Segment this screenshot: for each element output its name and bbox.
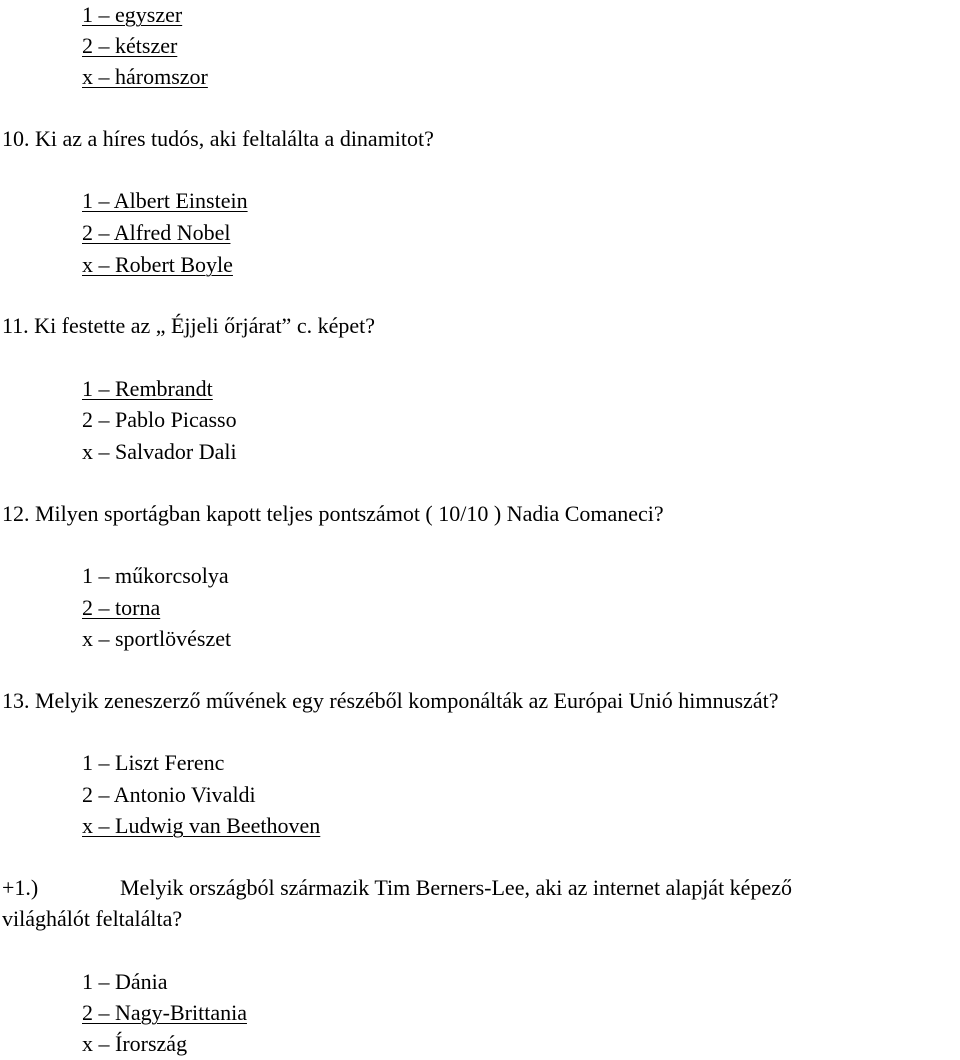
- q13-option-2: 2 – Antonio Vivaldi: [82, 782, 256, 807]
- bonus-question-text: Melyik országból származik Tim Berners-Lee, aki az internet alapját képező: [120, 875, 792, 900]
- q10-option-1: 1 – Albert Einstein: [82, 188, 248, 213]
- bonus-option-1: 1 – Dánia: [82, 969, 168, 994]
- q13-option-1: 1 – Liszt Ferenc: [82, 750, 225, 775]
- q10-option-2: 2 – Alfred Nobel: [82, 220, 231, 245]
- q12-option-1: 1 – műkorcsolya: [82, 563, 229, 588]
- bonus-option-x: x – Írország: [82, 1031, 188, 1056]
- q13-question: 13. Melyik zeneszerző művének egy részéből komponálták az Európai Unió himnuszát?: [2, 688, 779, 713]
- q13-option-x: x – Ludwig van Beethoven: [82, 813, 321, 838]
- bonus-question-line2: világhálót feltalálta?: [2, 906, 183, 931]
- q10-option-x: x – Robert Boyle: [82, 252, 233, 277]
- bonus-number: +1.): [2, 875, 39, 900]
- q12-option-2: 2 – torna: [82, 595, 161, 620]
- q11-option-x: x – Salvador Dali: [82, 439, 237, 464]
- q9-option-x: x – háromszor: [82, 64, 208, 89]
- q11-option-2: 2 – Pablo Picasso: [82, 407, 237, 432]
- q10-question: 10. Ki az a híres tudós, aki feltalálta a dinamitot?: [2, 126, 434, 151]
- q9-option-2: 2 – kétszer: [82, 33, 178, 58]
- q11-option-1: 1 – Rembrandt: [82, 376, 213, 401]
- q9-option-1: 1 – egyszer: [82, 2, 183, 27]
- bonus-option-2: 2 – Nagy-Brittania: [82, 1000, 247, 1025]
- q12-question: 12. Milyen sportágban kapott teljes pontszámot ( 10/10 ) Nadia Comaneci?: [2, 501, 664, 526]
- q12-option-x: x – sportlövészet: [82, 626, 232, 651]
- q11-question: 11. Ki festette az „ Éjjeli őrjárat” c. képet?: [2, 313, 375, 338]
